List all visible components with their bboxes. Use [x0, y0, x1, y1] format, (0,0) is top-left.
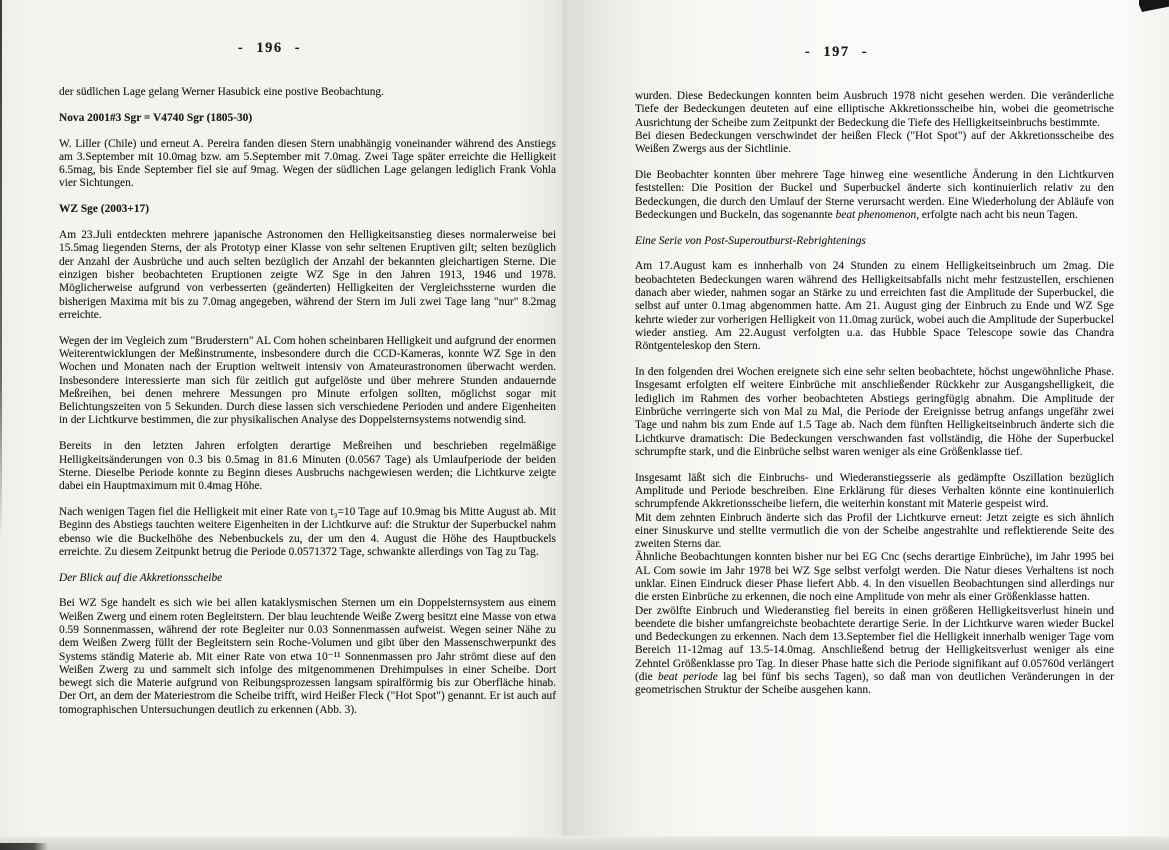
paragraph: der südlichen Lage gelang Werner Hasubick eine postive Beobachtung.: [59, 86, 384, 98]
paragraph: Insgesamt läßt sich die Einbruchs- und Wiederanstiegsserie als gedämpfte Oszillation bezüglich Amplitude und Periode beschreiben. Eine Erklärung für dieses Verhalten könnte eine kontinuierlich schrumpfende Akkretionsscheibe liefern, die weiterhin konstant mit Materie gespeist wird.: [635, 471, 1114, 511]
section-heading: Eine Serie von Post-Superoutburst-Rebrightenings: [635, 234, 866, 247]
scan-bottom-edge: [0, 836, 1169, 850]
section-heading: Der Blick auf die Akkretionsscheibe: [59, 571, 223, 584]
paragraph: Die Beobachter konnten über mehrere Tage hinweg eine wesentliche Änderung in den Lichtkurven feststellen: Die Position der Buckel und Superbuckel änderte sich kontinuierlich relativ zu den Bedeckungen, die durch den Umlauf der Sterne verursacht werden. Eine Wiederholung der Abläufe von Bedeckungen und Buckeln, das sogenannte beat phenomenon, erfolgte nach acht bis neun Tagen.: [635, 168, 1114, 221]
left-page: [59, 40, 556, 717]
paragraph: Bei WZ Sge handelt es sich wie bei allen kataklysmischen Sternen um ein Doppelsternsystem aus einem Weißen Zwerg und einem roten Begleitstern. Der blau leuchtende Weiße Zwerg besitzt eine Masse von etwa 0.59 Sonnenmassen, während der rote Begleiter nur 0.03 Sonnenmassen aufweist. Wegen seiner Nähe zu dem Weißen Zwerg füllt der Begleitstern sein Roche-Volumen und gibt über den Massenschwerpunkt des Systems ständig Materie ab. Mit einer Rate von etwa 10⁻¹¹ Sonnenmassen pro Jahr strömt diese auf den Weißen Zwerg zu und sammelt sich infolge des mitgenommenen Drehimpulses in einer Scheibe. Dort bewegt sich die Materie aufgrund von Reibungsprozessen langsam spiralförmig bis zur Oberfläche hinab. Der Ort, an dem der Materiestrom die Scheibe trifft, wird Heißer Fleck ("Hot Spot") genannt. Er ist auch auf tomographischen Untersuchungen deutlich zu erkennen (Abb. 3).: [59, 597, 556, 716]
scan-left-edge-artifact: [0, 0, 2, 540]
left-page-text-column: [59, 86, 556, 717]
paragraph: Der zwölfte Einbruch und Wiederanstieg fiel bereits in einen größeren Helligkeitsverlust hinein und beendete die bisher umfangreichste beobachtete derartige Serie. In der Lichtkurve waren wieder Buckel und Bedeckungen zu erkennen. Nach dem 13.September fiel die Helligkeit innerhalb weniger Tage vom Bereich 11-12mag auf 13.5-14.0mag. Anschließend betrug der Helligkeitsverlust weniger als eine Zehntel Größenklasse pro Tag. In dieser Phase hatte sich die Periode signifikant auf 0.05760d verlängert (die beat periode lag bei fünf bis sechs Tagen), so daß man von deutlichen Veränderungen in der geometrischen Struktur der Scheibe ausgehen kann.: [635, 604, 1114, 697]
page-number-left: - 196 -: [237, 40, 302, 56]
paragraph: Am 23.Juli entdeckten mehrere japanische Astronomen den Helligkeitsanstieg dieses normalerweise bei 15.5mag liegenden Sterns, der als Prototyp einer Klasse von sehr seltenen Eruptiven gilt; selten bezüglich der Anzahl der Ausbrüche und auch selten bezüglich der Anzahl der bekannten gleichartigen Sterne. Die einzigen bisher beobachteten Eruptionen zeigte WZ Sge in den Jahren 1913, 1946 und 1978. Möglicherweise aufgrund von verbesserten (geänderten) Helligkeiten der Vergleichssterne wurden die bisherigen Maxima mit bis zu 7.0mag angegeben, während der Stern im Juli zwei Tage lang "nur" 8.2mag erreichte.: [59, 229, 556, 321]
paragraph: Ähnliche Beobachtungen konnten bisher nur bei EG Cnc (sechs derartige Einbrüche), im Jahr 1995 bei AL Com sowie im Jahr 1978 bei WZ Sge selbst verfolgt werden. Die Natur dieses Verhaltens ist noch unklar. Einen Eindruck dieser Phase liefert Abb. 4. In den visuellen Beobachtungen sind allerdings nur die ersten Einbrüche zu erkennen, die noch eine Amplitude von mehr als einer Größenklasse hatten.: [635, 551, 1114, 604]
page-number-right: - 197 -: [804, 44, 869, 60]
section-heading: WZ Sge (2003+17): [59, 203, 150, 216]
paragraph: Nach wenigen Tagen fiel die Helligkeit mit einer Rate von t₃=10 Tage auf 10.9mag bis Mitte August ab. Mit Beginn des Abstiegs tauchten weitere Eigenheiten in der Lichtkurve auf: die Struktur der Superbuckel nahm ebenso wie die Buckelhöhe des Nebenbuckels zu, der um den 4. August die Höhe des Hauptbuckels erreichte. Zu diesem Zeitpunkt betrug die Periode 0.0571372 Tage, schwankte allerdings von Tag zu Tag.: [59, 505, 556, 558]
paragraph: wurden. Diese Bedeckungen konnten beim Ausbruch 1978 nicht gesehen werden. Die veränderliche Tiefe der Bedeckungen deuteten auf eine elliptische Akkretionsscheibe hin, wobei die geometrische Ausrichtung der Scheibe zum Zeitpunkt der Bedeckung die Tiefe des Helligkeitseinbruchs bestimmte.: [635, 90, 1114, 129]
paragraph: Am 17.August kam es innherhalb von 24 Stunden zu einem Helligkeitseinbruch um 2mag. Die beobachteten Bedeckungen waren während des Helligkeitsabfalls nicht mehr festzustellen, erschienen danach aber wieder, nahmen sogar an Stärke zu und erreichten fast die Amplitude der Superbuckel, die selbst auf unter 0.1mag abgenommen hatte. Am 21. August ging der Einbruch zu Ende und WZ Sge kehrte wieder zur vorherigen Helligkeit von 11.0mag zurück, wobei auch die Amplitude der Superbuckel wieder anstieg. Am 22.August verfolgten u.a. das Hubble Space Telescope sowie das Chandra Röntgenteleskop den Stern.: [635, 260, 1114, 353]
paragraph: In den folgenden drei Wochen ereignete sich eine sehr selten beobachtete, höchst ungewöhnliche Phase. Insgesamt erfolgten elf weitere Einbrüche mit anschließender Rückkehr zur Ausgangshelligkeit, die lediglich im Rahmen des vorher beobachteten Abstiegs geringfügig abnahm. Die Amplitude der Einbrüche verringerte sich von Mal zu Mal, die Periode der Ereignisse betrug anfangs ungefähr zwei Tage und nahm bis zum Ende auf 1.5 Tage ab. Nach dem fünften Helligkeitseinbruch änderte sich die Lichtkurve dramatisch: Die Bedeckungen verschwanden fast vollständig, die Höhe der Superbuckel schrumpfte stark, und die Einbrüche selbst waren weniger als eine Größenklasse tief.: [635, 366, 1114, 458]
paragraph: Wegen der im Vegleich zum "Bruderstern" AL Com hohen scheinbaren Helligkeit und aufgrund der enormen Weiterentwicklungen der Meßinstrumente, insbesondere durch die CCD-Kameras, konnte WZ Sge in den Wochen und Monaten nach der Eruption weltweit intensiv von Amateurastronomen überwacht werden. Insbesondere interessierte man sich für zeitlich gut aufgelöste und über mehrere Stunden andauernde Meßreihen, bei denen mehrere Messungen pro Minute erfolgen sollten, möglichst sogar mit Belichtungszeiten von 5 Sekunden. Durch diese lassen sich verschiedene Perioden und andere Eigenheiten in der Lichtkurve bestimmen, die zur physikalischen Analyse des Doppelsternsystems notwendig sind.: [59, 334, 556, 427]
paragraph: Bereits in den letzten Jahren erfolgten derartige Meßreihen und beschrieben regelmäßige Helligkeitsänderungen von 0.3 bis 0.5mag in 81.6 Minuten (0.0567 Tage) als Umlaufperiode der beiden Sterne. Dieselbe Periode konnte zu Beginn dieses Ausbruchs nachgewiesen werden; die Lichtkurve zeigte dabei ein Hauptmaximum mit 0.4mag Höhe.: [59, 440, 556, 493]
paragraph: Bei diesen Bedeckungen verschwindet der heißen Fleck ("Hot Spot") auf der Akkretionsscheibe des Weißen Zwergs aus der Sichtlinie.: [635, 129, 1114, 156]
page-gutter-shadow: [560, 0, 570, 850]
scan-bottom-left-artifact: [0, 843, 48, 850]
section-heading: Nova 2001#3 Sgr = V4740 Sgr (1805-30): [59, 111, 253, 124]
scan-top-right-corner-artifact: [1139, 0, 1169, 12]
paragraph: Mit dem zehnten Einbruch änderte sich das Profil der Lichtkurve erneut: Jetzt zeigte es sich ähnlich einer Sinuskurve und stellte vermutlich die von der Scheibe angestrahlte und reflektierende Seite des zweiten Sterns dar.: [635, 511, 1114, 551]
paragraph: W. Liller (Chile) und erneut A. Pereira fanden diesen Stern unabhängig voneinander während des Anstiegs am 3.September mit 10.0mag bzw. am 5.September mit 7.0mag. Zwei Tage später erreichte die Helligkeit 6.5mag, bis Ende September fiel sie auf 9mag. Wegen der südlichen Lage gelangen lediglich Frank Vohla vier Sichtungen.: [59, 137, 556, 190]
right-page: [635, 44, 1114, 698]
right-page-text-column: [635, 90, 1114, 698]
